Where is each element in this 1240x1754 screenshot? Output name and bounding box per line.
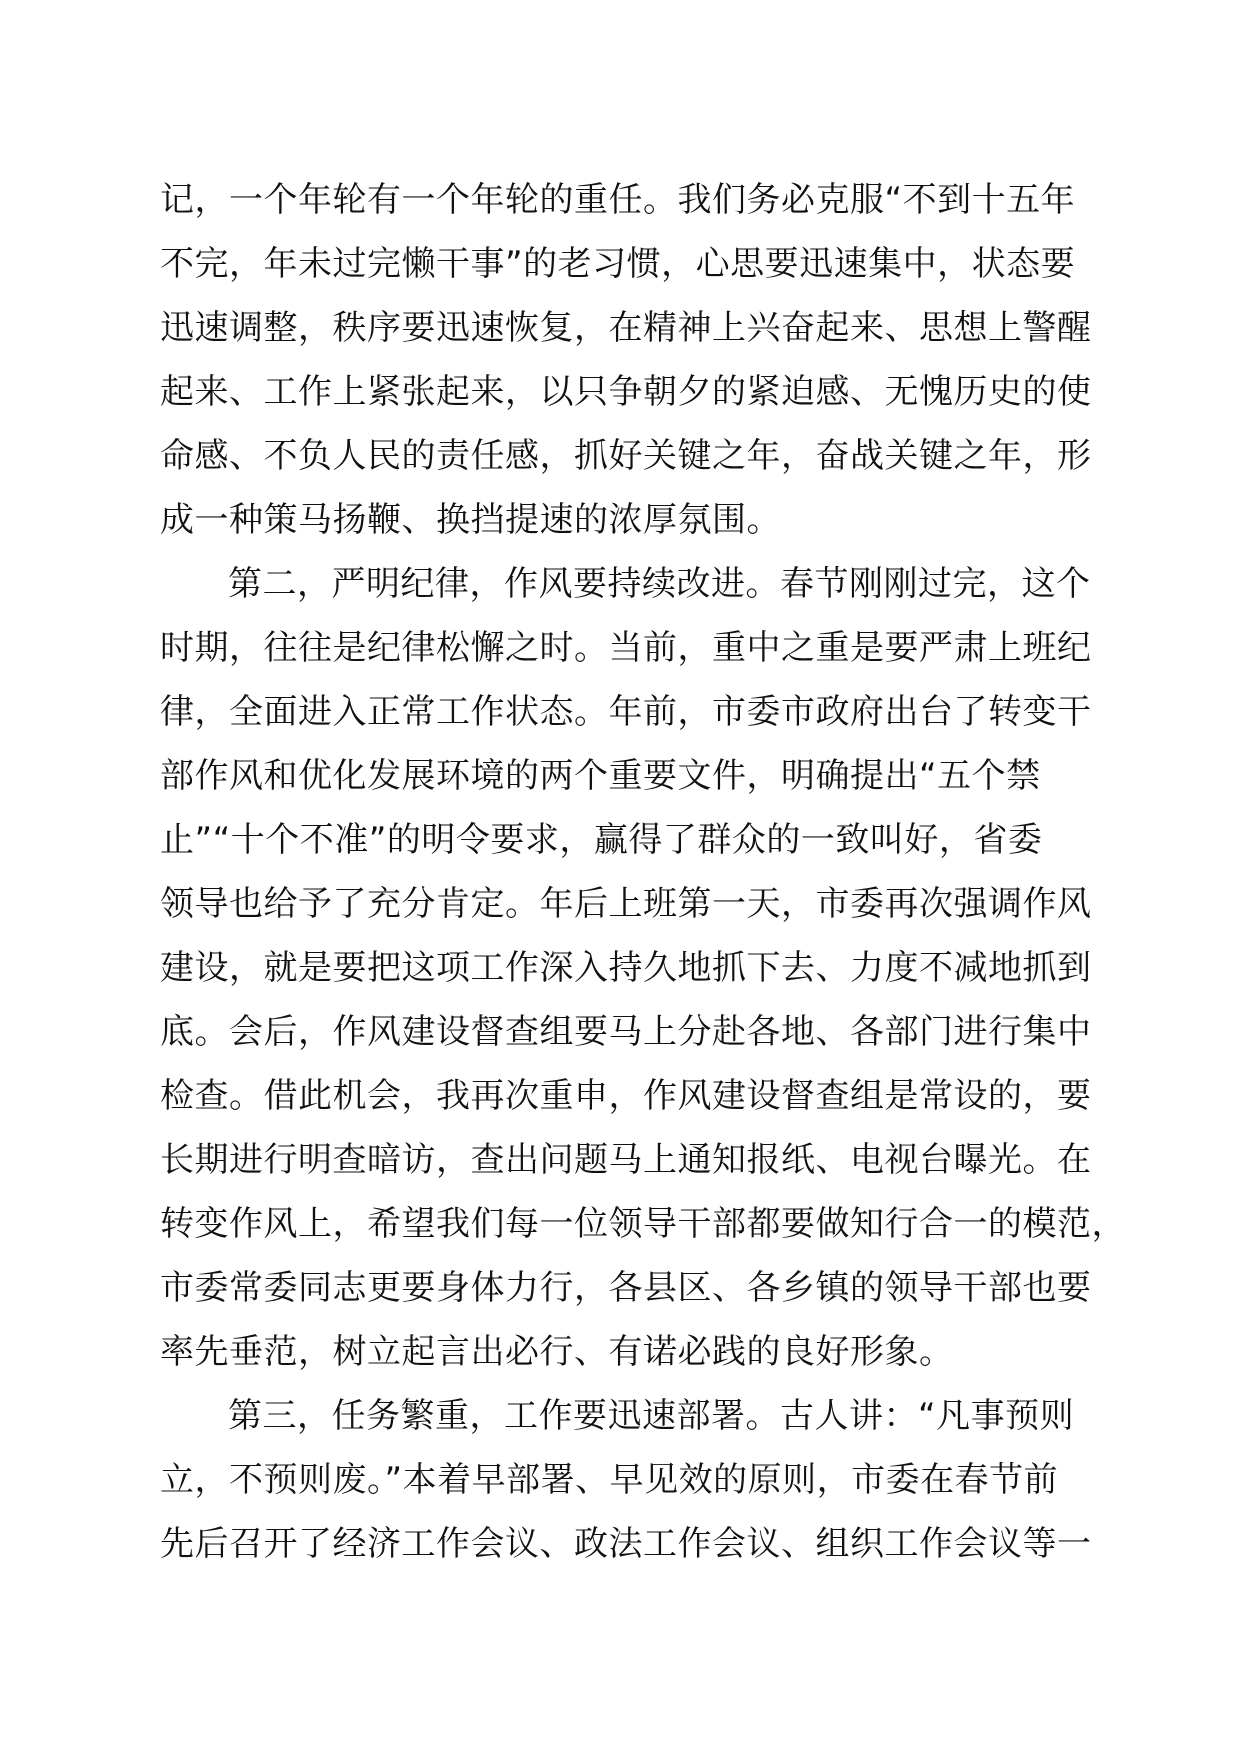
paragraph-1-line-4: 起来、工作上紧张起来，以只争朝夕的紧迫感、无愧历史的使 (160, 372, 1092, 412)
paragraph-2-line-9: 检查。借此机会，我再次重申，作风建设督查组是常设的，要 (160, 1076, 1092, 1116)
paragraph-2-line-2: 时期，往往是纪律松懈之时。当前，重中之重是要严肃上班纪 (160, 628, 1092, 668)
paragraph-2-line-8: 底。会后，作风建设督查组要马上分赴各地、各部门进行集中 (160, 1012, 1092, 1052)
paragraph-2-line-1: 第二，严明纪律，作风要持续改进。春节刚刚过完，这个 (228, 564, 1091, 604)
paragraph-2-line-4: 部作风和优化发展环境的两个重要文件，明确提出“五个禁 (160, 756, 1041, 796)
paragraph-3-line-1: 第三，任务繁重，工作要迅速部署。古人讲：“凡事预则 (228, 1396, 1075, 1436)
paragraph-1-line-2: 不完，年未过完懒干事”的老习惯，心思要迅速集中，状态要 (160, 244, 1076, 284)
paragraph-1-line-3: 迅速调整，秩序要迅速恢复，在精神上兴奋起来、思想上警醒 (160, 308, 1092, 348)
document-body (160, 168, 1126, 1576)
paragraph-2-line-10: 长期进行明查暗访，查出问题马上通知报纸、电视台曝光。在 (160, 1140, 1092, 1180)
paragraph-2-line-5: 止”“十个不准”的明令要求，赢得了群众的一致叫好，省委 (160, 820, 1043, 860)
paragraph-2-line-13: 率先垂范，树立起言出必行、有诺必践的良好形象。 (160, 1332, 954, 1372)
paragraph-2-line-3: 律，全面进入正常工作状态。年前，市委市政府出台了转变干 (160, 692, 1092, 732)
paragraph-1-line-6: 成一种策马扬鞭、换挡提速的浓厚氛围。 (160, 500, 781, 540)
paragraph-2-line-7: 建设，就是要把这项工作深入持久地抓下去、力度不减地抓到 (160, 948, 1092, 988)
paragraph-2-line-12: 市委常委同志更要身体力行，各县区、各乡镇的领导干部也要 (160, 1268, 1092, 1308)
paragraph-1-line-1: 记，一个年轮有一个年轮的重任。我们务必克服“不到十五年 (160, 180, 1076, 220)
paragraph-3-line-2: 立，不预则废。”本着早部署、早见效的原则，市委在春节前 (160, 1460, 1059, 1500)
paragraph-1-line-5: 命感、不负人民的责任感，抓好关键之年，奋战关键之年，形 (160, 436, 1092, 476)
paragraph-3-line-3: 先后召开了经济工作会议、政法工作会议、组织工作会议等一 (160, 1524, 1092, 1564)
paragraph-2-line-6: 领导也给予了充分肯定。年后上班第一天，市委再次强调作风 (160, 884, 1092, 924)
paragraph-2-line-11: 转变作风上，希望我们每一位领导干部都要做知行合一的模范， (160, 1204, 1126, 1244)
